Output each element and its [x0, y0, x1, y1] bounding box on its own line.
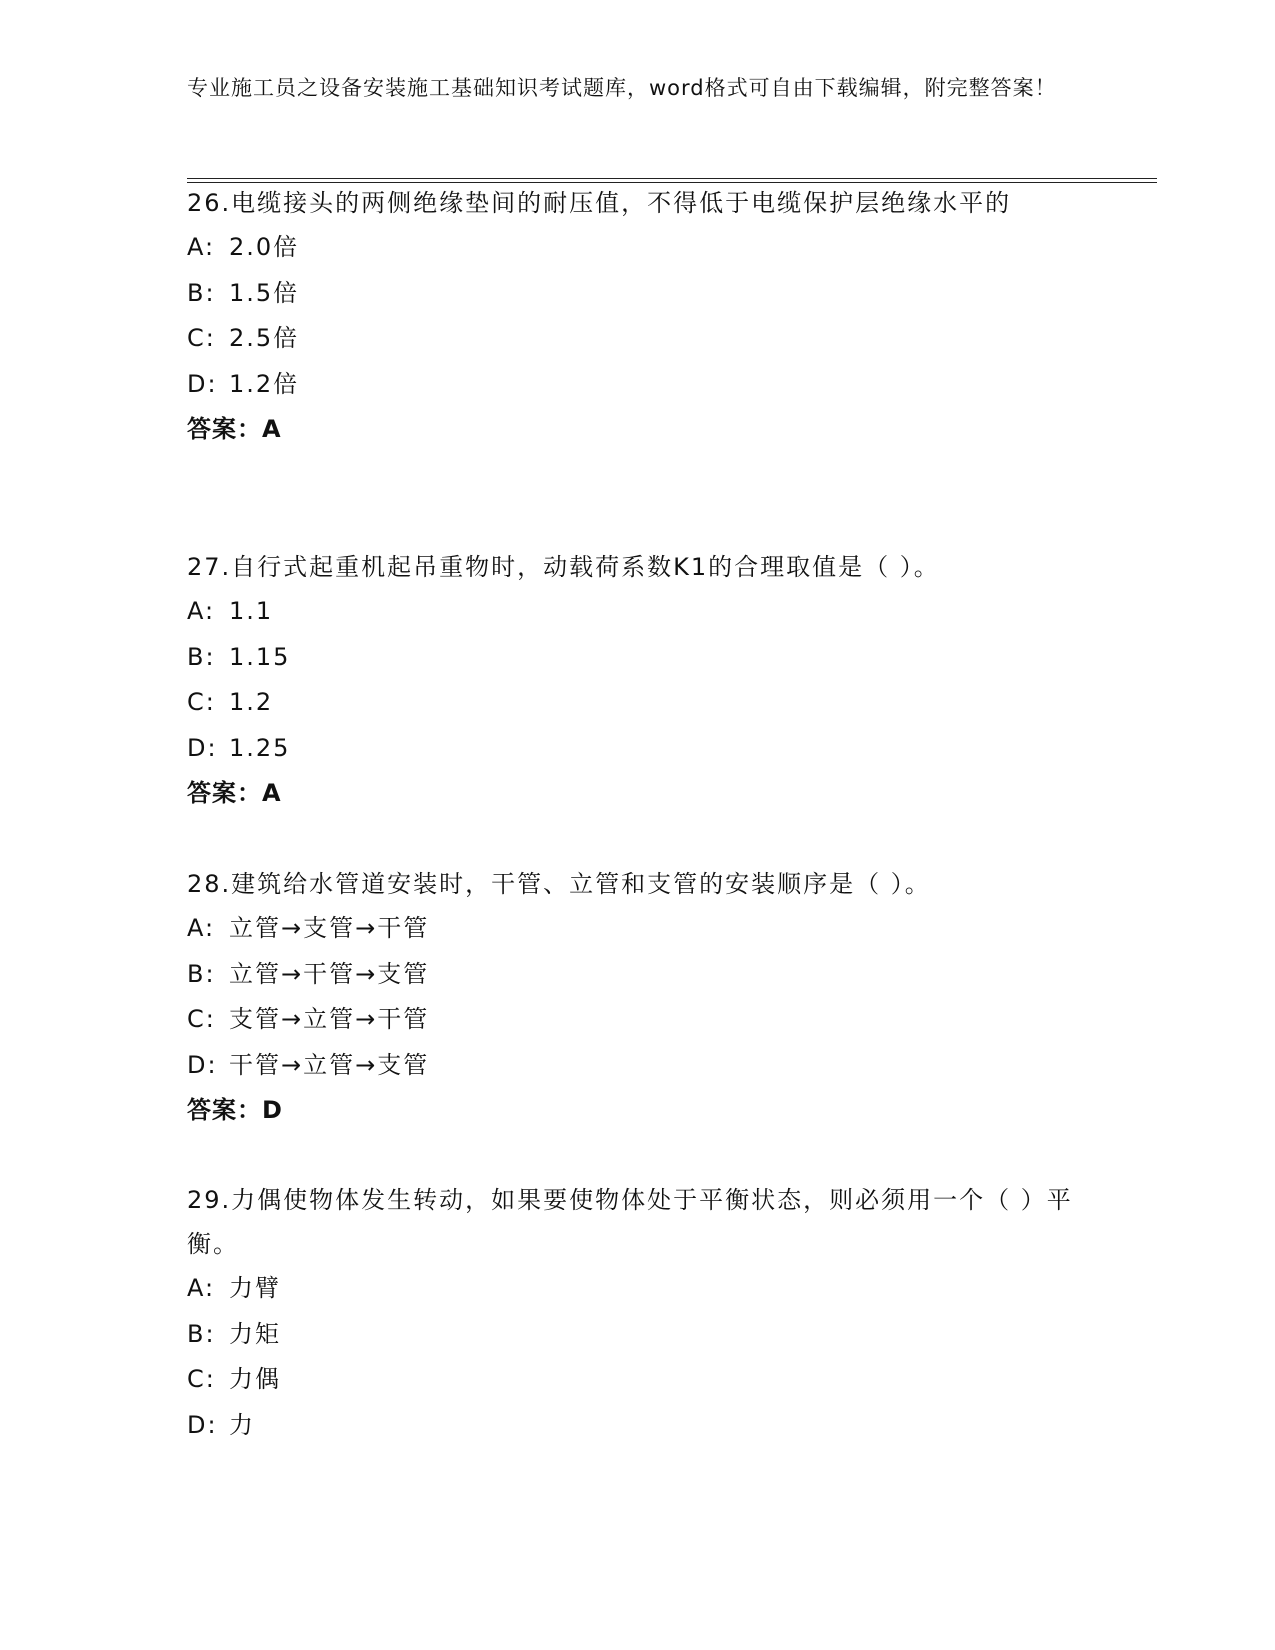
option-letter: B:	[187, 1319, 216, 1348]
option-c	[187, 680, 1087, 726]
option-text: 立管→支管→干管	[229, 914, 430, 942]
option-letter: A:	[187, 1274, 216, 1302]
option-b	[187, 1312, 1087, 1358]
question-28	[187, 862, 1087, 1133]
document-header: 专业施工员之设备安装施工基础知识考试题库，word格式可自由下载编辑，附完整答案！	[187, 76, 1057, 100]
option-text: 1.1	[229, 597, 274, 625]
option-b	[187, 635, 1087, 681]
option-d	[187, 1043, 1087, 1089]
option-c	[187, 997, 1087, 1043]
option-letter: B:	[187, 642, 216, 671]
option-text: 力偶	[229, 1365, 281, 1393]
option-letter: D:	[187, 733, 218, 762]
option-letter: C:	[187, 324, 216, 352]
question-27	[187, 545, 1087, 816]
option-text: 力臂	[229, 1274, 281, 1302]
option-letter: B:	[187, 278, 216, 307]
answer-label: 答案：D	[187, 1096, 283, 1124]
option-letter: C:	[187, 1005, 216, 1033]
option-letter: D:	[187, 369, 218, 398]
option-c	[187, 316, 1087, 362]
option-text: 1.25	[229, 733, 291, 762]
option-c	[187, 1357, 1087, 1403]
option-text: 支管→立管→干管	[229, 1005, 430, 1033]
option-text: 1.2倍	[229, 369, 300, 398]
option-letter: A:	[187, 914, 216, 942]
option-letter: C:	[187, 1365, 216, 1393]
answer-label: 答案：A	[187, 779, 282, 807]
option-a	[187, 906, 1087, 952]
option-letter: D:	[187, 1050, 218, 1079]
option-letter: A:	[187, 233, 216, 261]
option-text: 力矩	[229, 1319, 281, 1348]
question-stem: 26.电缆接头的两侧绝缘垫间的耐压值，不得低于电缆保护层绝缘水平的	[187, 189, 1012, 217]
option-text: 1.15	[229, 642, 291, 671]
answer-label: 答案：A	[187, 415, 282, 443]
option-d	[187, 726, 1087, 772]
question-stem: 29.力偶使物体发生转动，如果要使物体处于平衡状态，则必须用一个（ ）平衡。	[187, 1186, 1073, 1258]
option-d	[187, 1403, 1087, 1449]
question-stem: 27.自行式起重机起吊重物时，动载荷系数K1的合理取值是（ ）。	[187, 553, 940, 581]
option-a	[187, 225, 1087, 271]
option-text: 立管→干管→支管	[229, 959, 430, 988]
question-26	[187, 181, 1087, 452]
option-text: 1.2	[229, 688, 274, 716]
option-text: 2.5倍	[229, 324, 300, 352]
question-29	[187, 1178, 1087, 1448]
option-b	[187, 952, 1087, 998]
option-letter: A:	[187, 597, 216, 625]
option-text: 干管→立管→支管	[229, 1050, 430, 1079]
option-letter: C:	[187, 688, 216, 716]
option-text: 1.5倍	[229, 278, 300, 307]
option-d	[187, 362, 1087, 408]
question-stem: 28.建筑给水管道安装时，干管、立管和支管的安装顺序是（ ）。	[187, 870, 931, 898]
option-text: 2.0倍	[229, 233, 300, 261]
option-a	[187, 589, 1087, 635]
option-text: 力	[229, 1410, 255, 1439]
option-letter: D:	[187, 1410, 218, 1439]
option-letter: B:	[187, 959, 216, 988]
option-b	[187, 271, 1087, 317]
option-a	[187, 1266, 1087, 1312]
